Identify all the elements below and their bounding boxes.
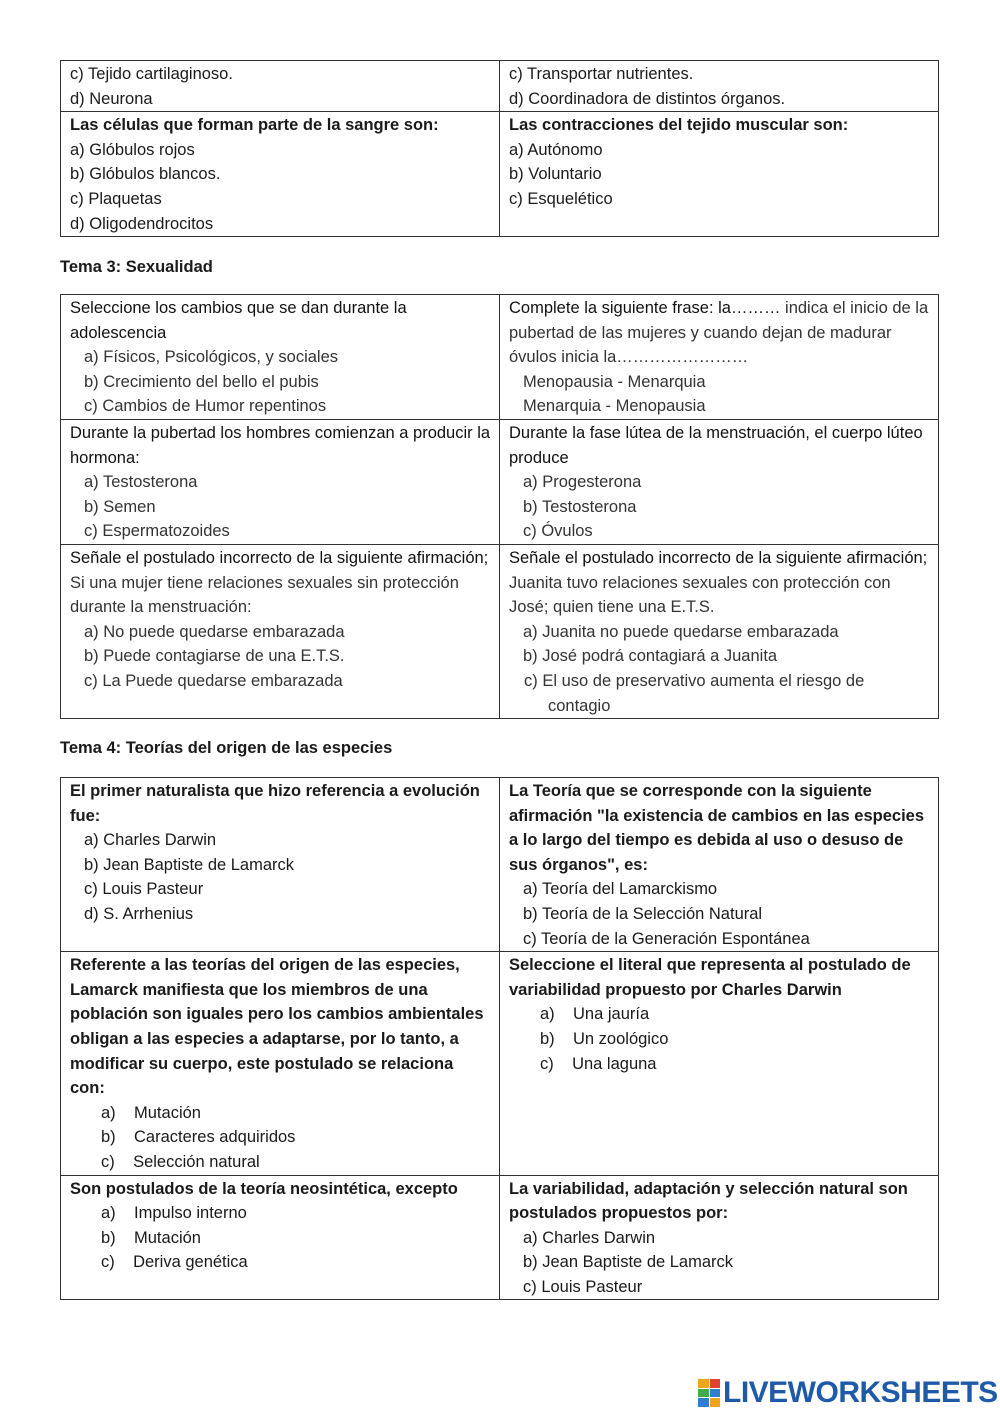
question-rest: Si una mujer tiene relaciones sexuales sin protección durante la menstruación:: [70, 573, 459, 617]
table-tema-4: [60, 777, 939, 1300]
table-row: [61, 545, 939, 719]
table-tema-2: [60, 60, 939, 237]
question-text: La variabilidad, adaptación y selección natural son postulados propuestos por:: [509, 1179, 908, 1223]
option[interactable]: c) Una laguna: [540, 1054, 657, 1073]
question-text: Seleccione el literal que representa al postulado de variabilidad propuesto por Charles Darwin: [509, 956, 911, 999]
option[interactable]: c) Selección natural: [101, 1152, 260, 1171]
option[interactable]: c) El uso de preservativo aumenta el riesgo de contagio: [524, 671, 865, 715]
question-cell: [61, 1175, 500, 1300]
question-cell: [500, 545, 939, 719]
question-lead: Señale el postulado incorrecto de la siguiente afirmación;: [509, 549, 928, 567]
option[interactable]: c) Deriva genética: [101, 1253, 248, 1272]
logo-text: LIVEWORKSHEETS: [723, 1376, 998, 1409]
question-text: Referente a las teorías del origen de las especies, Lamarck manifiesta que los miembros de una población son iguales pero los cambios ambientales obligan a las especies a adaptarse, por lo tanto, a modificar su cuerpo, este postulado se relaciona con:: [70, 956, 484, 1098]
option[interactable]: a) Una jauría: [540, 1005, 650, 1024]
question-cell: [61, 952, 500, 1175]
option[interactable]: a) Charles Darwin: [84, 831, 217, 850]
question-text: [509, 296, 930, 370]
question-cell: [500, 1175, 939, 1300]
option[interactable]: Menopausia - Menarquia: [523, 372, 706, 391]
option[interactable]: c) Plaquetas: [70, 189, 162, 208]
table-row: [61, 952, 939, 1175]
question-cell: [61, 112, 500, 237]
table-row: [61, 420, 939, 545]
table-row: [61, 295, 939, 420]
option[interactable]: a) Juanita no puede quedarse embarazada: [523, 622, 839, 641]
option[interactable]: c) Teoría de la Generación Espontánea: [523, 929, 810, 948]
option[interactable]: c) Transportar nutrientes.: [509, 65, 694, 83]
logo-mark-icon: [698, 1379, 720, 1407]
question-text: Son postulados de la teoría neosintética, excepto: [70, 1179, 458, 1198]
table-row: [61, 61, 939, 112]
option[interactable]: b) Jean Baptiste de Lamarck: [523, 1253, 734, 1272]
option[interactable]: d) Neurona: [70, 89, 153, 108]
option[interactable]: a) Testosterona: [84, 473, 198, 492]
question-cell: [500, 295, 939, 420]
question-rest: Juanita tuvo relaciones sexuales con protección con José; quien tiene una E.T.S.: [509, 573, 891, 617]
table-row: [61, 112, 939, 237]
option[interactable]: a) Progesterona: [523, 473, 642, 492]
option[interactable]: a) Autónomo: [509, 140, 603, 159]
question-text: Seleccione los cambios que se dan durante la adolescencia: [70, 299, 407, 342]
question-lead: Complete la siguiente frase: la………: [509, 299, 781, 317]
question-rest: indica el inicio de la pubertad de las mujeres y cuando dejan de madurar óvulos inicia la……………………: [509, 299, 929, 367]
option[interactable]: c) Tejido cartilaginoso.: [70, 65, 233, 83]
option[interactable]: b) Testosterona: [523, 497, 637, 516]
option[interactable]: a) Físicos, Psicológicos, y sociales: [84, 348, 339, 367]
option[interactable]: c) Óvulos: [523, 522, 593, 541]
option[interactable]: b) Caracteres adquiridos: [101, 1128, 296, 1147]
table-tema-3: [60, 294, 939, 719]
question-text: La Teoría que se corresponde con la siguiente afirmación "la existencia de cambios en las especies a lo largo del tiempo es debida al uso o desuso de sus órganos", es:: [509, 782, 925, 874]
question-text: El primer naturalista que hizo referencia a evolución fue:: [70, 782, 480, 825]
question-cell: [61, 778, 500, 952]
option[interactable]: a) No puede quedarse embarazada: [84, 622, 345, 641]
option[interactable]: a) Mutación: [101, 1103, 201, 1122]
option[interactable]: a) Glóbulos rojos: [70, 140, 195, 159]
question-cell: [500, 420, 939, 545]
question-cell: [61, 295, 500, 420]
option[interactable]: c) La Puede quedarse embarazada: [84, 671, 343, 690]
section-title: Tema 4: Teorías del origen de las especies: [60, 739, 393, 757]
table-row: [61, 778, 939, 952]
question-cell: [500, 778, 939, 952]
question-cell: [500, 61, 939, 112]
question-text: Durante la fase lútea de la menstruación, el cuerpo lúteo produce: [509, 424, 923, 467]
option[interactable]: c) Espermatozoides: [84, 522, 230, 541]
option[interactable]: a) Impulso interno: [101, 1204, 247, 1223]
option[interactable]: d) Oligodendrocitos: [70, 214, 214, 233]
option[interactable]: b) Teoría de la Selección Natural: [523, 904, 763, 923]
question-text: Las contracciones del tejido muscular son:: [509, 116, 849, 135]
option[interactable]: c) Cambios de Humor repentinos: [84, 397, 327, 416]
option[interactable]: b) José podrá contagiará a Juanita: [523, 647, 778, 666]
option[interactable]: c) Louis Pasteur: [84, 880, 204, 899]
option[interactable]: d) Coordinadora de distintos órganos.: [509, 89, 786, 108]
option[interactable]: c) Louis Pasteur: [523, 1277, 643, 1296]
option[interactable]: b) Semen: [84, 497, 156, 516]
question-cell: [500, 112, 939, 237]
question-text: [70, 546, 491, 620]
option[interactable]: a) Charles Darwin: [523, 1228, 656, 1247]
table-row: [61, 1175, 939, 1300]
option[interactable]: b) Voluntario: [509, 165, 602, 184]
option[interactable]: b) Crecimiento del bello el pubis: [84, 372, 319, 391]
question-text: Durante la pubertad los hombres comienzan a producir la hormona:: [70, 424, 491, 467]
option[interactable]: b) Jean Baptiste de Lamarck: [84, 855, 295, 874]
option[interactable]: d) S. Arrhenius: [84, 904, 194, 923]
section-title: Tema 3: Sexualidad: [60, 258, 213, 276]
question-lead: Señale el postulado incorrecto de la siguiente afirmación;: [70, 549, 489, 567]
liveworksheets-logo[interactable]: [698, 1375, 998, 1411]
option[interactable]: b) Puede contagiarse de una E.T.S.: [84, 647, 345, 666]
question-cell: [500, 952, 939, 1175]
option[interactable]: b) Glóbulos blancos.: [70, 165, 221, 184]
question-cell: [61, 61, 500, 112]
option[interactable]: b) Mutación: [101, 1228, 201, 1247]
option[interactable]: a) Teoría del Lamarckismo: [523, 880, 718, 899]
question-text: [509, 546, 930, 620]
question-cell: [61, 420, 500, 545]
option[interactable]: b) Un zoológico: [540, 1029, 669, 1048]
question-cell: [61, 545, 500, 719]
option[interactable]: c) Esquelético: [509, 189, 613, 208]
option[interactable]: Menarquia - Menopausia: [523, 397, 706, 416]
question-text: Las células que forman parte de la sangre son:: [70, 116, 439, 135]
